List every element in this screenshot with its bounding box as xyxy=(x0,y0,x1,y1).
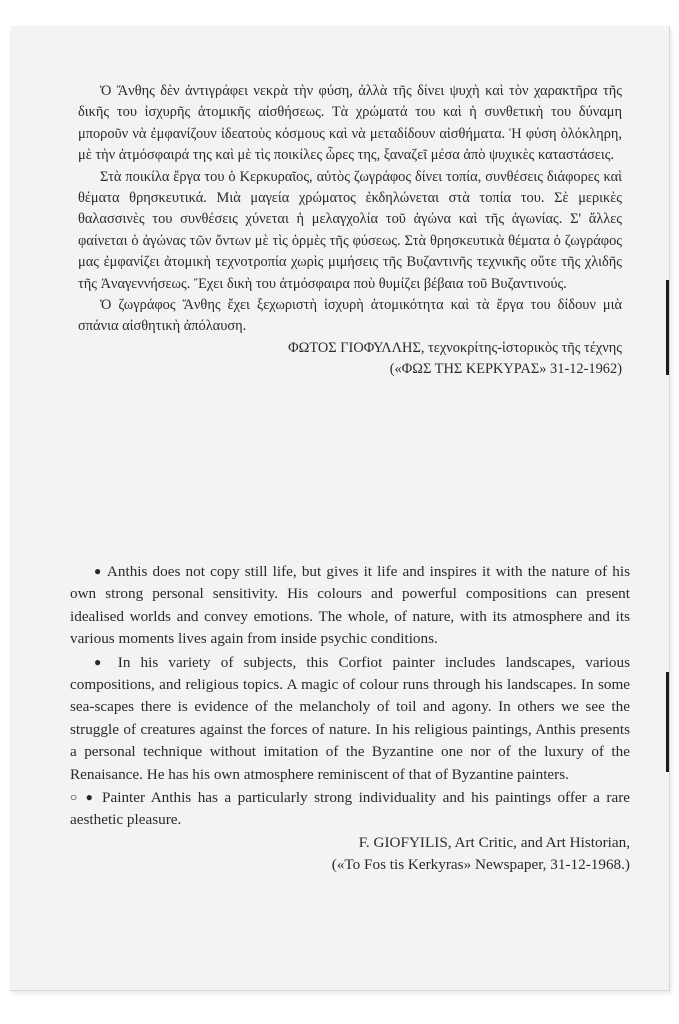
greek-signature xyxy=(78,338,622,359)
greek-text-block xyxy=(78,81,622,381)
greek-paragraph-3: Ὁ ζωγράφος Ἄνθης ἔχει ξεχωριστὴ ἰσχυρὴ ἀτομικότητα καὶ τὰ ἔργα του δίδουν μιὰ σπάνια αἰσθητικὴ ἀπόλαυση. xyxy=(78,297,622,335)
bullet-icon: ● xyxy=(94,564,103,578)
greek-paragraph-2: Στὰ ποικίλα ἔργα του ὁ Κερκυραῖος, αὐτὸς ζωγράφος δίνει τοπία, συνθέσεις διάφορες καὶ θέματα θρησκευτικά. Μιὰ μαγεία χρώματος ἐκδηλώνεται στὰ τοπία του. Σὲ μερικὲς θαλασσινὲς του συνθέσεις χύνεται ἡ μελαγχολία τοῦ ἀγώνα καὶ τῆς ἀγωνίας. Σ' ἄλλες φαίνεται ὁ ἀγώνας τῶν ὄντων μὲ τὶς ὁρμὲς τῆς φύσεως. Στὰ θρησκευτικὰ θέματα ὁ ζωγράφος μας ἐμφανίζει ἀτομικὴ τεχνοτροπία χωρὶς μιμήσεις τῆς Βυζαντινῆς τεχνικῆς οὔτε τῆς χλιδῆς τῆς Ἀναγεννήσεως. Ἔχει δικὴ του ἀτμόσφαιρα ποὺ θυμίζει βέβαια τοῦ Βυζαντινούς. xyxy=(78,168,622,292)
binding-shadow-top xyxy=(666,280,669,375)
greek-paragraph-1: Ὁ Ἄνθης δὲν ἀντιγράφει νεκρὰ τὴν φύση, ἀλλὰ τῆς δίνει ψυχὴ καὶ τὸν χαρακτῆρα τῆς δικῆς του ἰσχυρῆς ἀτομικῆς αἰσθήσεως. Τὰ χρώματά του καὶ ἡ συνθετικὴ του δύναμη μποροῦν νὰ ἐμφανίζουν ἰδεατοὺς κόσμους καὶ νὰ μεταδίδουν αἰσθήματα. Ἡ φύση ὁλόκληρη, μὲ τὴν ἀτμόσφαιρά της καὶ μὲ τὶς ποικίλες ὧρες της, ξαναζεῖ μέσα ἀπὸ ψυχικὲς καταστάσεις. xyxy=(78,83,622,164)
double-bullet-icon: ○ ● xyxy=(70,790,96,805)
english-paragraph-1 xyxy=(70,560,630,651)
english-paragraph-2 xyxy=(70,651,630,786)
english-signature: F. GIOFYILIS, Art Critic, and Art Historian, xyxy=(358,833,630,851)
english-paragraph-3-text: Painter Anthis has a particularly strong individuality and his paintings offer a rare aesthetic pleasure. xyxy=(70,789,631,829)
english-source: («To Fos tis Kerkyras» Newspaper, 31-12-1968.) xyxy=(331,856,630,874)
english-paragraph-3 xyxy=(70,786,630,832)
english-paragraph-2-text: In his variety of subjects, this Corfiot painter includes landscapes, various compositions, and religious topics. A magic of colour runs through his landscapes. In some sea-scapes there is evidence of the melancholy of toil and agony. In others we see the struggle of creatures against the forces of nature. In his religious paintings, Anthis presents a personal technique without imitation of the Byzantine one nor of the luxury of the Renaisance. He has his own atmosphere reminiscent of that of Byzantine painters. xyxy=(70,653,631,783)
english-paragraph-1-text: Anthis does not copy still life, but gives it life and inspires it with the nature of his own strong personal sensitivity. His colours and powerful compositions can present idealised worlds and convey emotions. The whole, of nature, with its atmosphere and its various moments lives again from inside psychic conditions. xyxy=(70,563,630,648)
greek-signature-name: ΦΩΤΟΣ ΓΙΟΦΥΛΛΗΣ xyxy=(288,339,421,356)
binding-shadow-bottom xyxy=(666,672,669,772)
bullet-icon: ● xyxy=(94,654,108,669)
greek-signature-title: , τεχνοκρίτης-ἱστορικὸς τῆς τέχνης xyxy=(420,339,622,356)
greek-source: («ΦΩΣ ΤΗΣ ΚΕΡΚΥΡΑΣ» 31-12-1962) xyxy=(389,361,622,378)
document-page xyxy=(10,26,670,991)
english-text-block xyxy=(70,560,630,877)
